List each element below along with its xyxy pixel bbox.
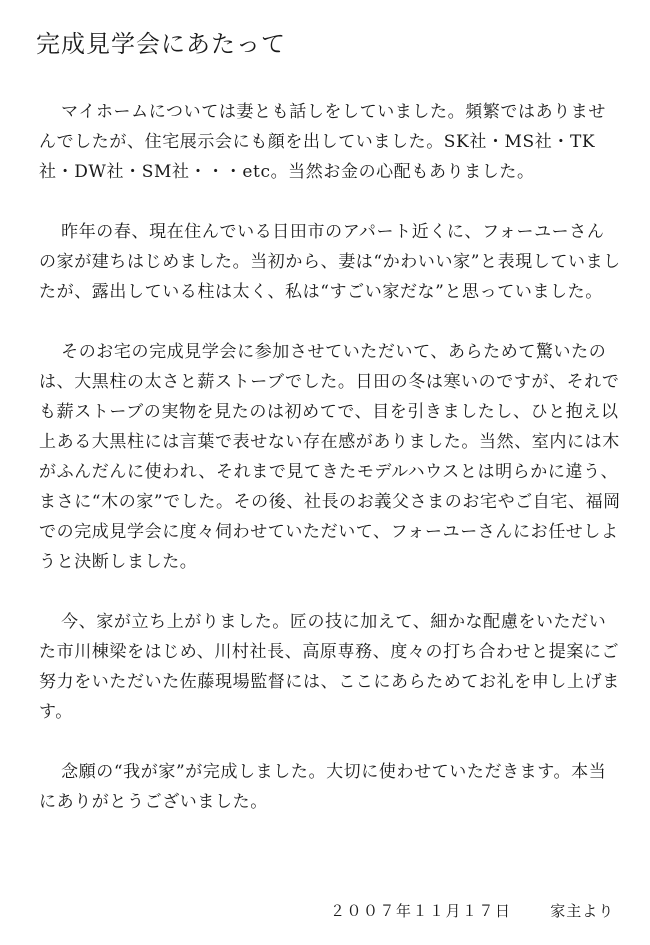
paragraph-3: そのお宅の完成見学会に参加させていただいて、あらためて驚いたのは、大黒柱の太さと薪ストーブでした。日田の冬は寒いのですが、それでも薪ストーブの実物を見たのは初めてで、目を引きましたし、ひと抱え以上ある大黒柱には言葉で表せない存在感がありました。当然、室内には木がふんだんに使われ、それまで見てきたモデルハウスとは明らかに違う、まさに“木の家”でした。その後、社長のお義父さまのお宅やご自宅、福岡での完成見学会に度々伺わせていただいて、フォーユーさんにお任せしようと決断しました。 bbox=[39, 342, 621, 572]
signature-line bbox=[330, 900, 614, 922]
paragraph-5: 念願の“我が家”が完成しました。大切に使わせていただきます。本当にありがとうございました。 bbox=[39, 762, 607, 812]
paragraph-1: マイホームについては妻とも話しをしていました。頻繁ではありませんでしたが、住宅展示会にも顔を出していました。SK社・MS社・TK社・DW社・SM社・・・etc。当然お金の心配もありました。 bbox=[39, 102, 607, 182]
paragraph-2: 昨年の春、現在住んでいる日田市のアパート近くに、フォーユーさんの家が建ちはじめました。当初から、妻は“かわいい家”と表現していましたが、露出している柱は太く、私は“すごい家だな”と思っていました。 bbox=[39, 222, 621, 302]
signature-author: 家主より bbox=[550, 902, 615, 920]
document-body bbox=[39, 97, 621, 847]
paragraph-4: 今、家が立ち上がりました。匠の技に加えて、細かな配慮をいただいた市川棟梁をはじめ、川村社長、高原専務、度々の打ち合わせと提案にご努力をいただいた佐藤現場監督には、ここにあらためてお礼を申し上げます。 bbox=[39, 612, 620, 722]
signature-date: ２００７年１１月１７日 bbox=[330, 902, 512, 920]
document-title: 完成見学会にあたって bbox=[36, 30, 286, 58]
